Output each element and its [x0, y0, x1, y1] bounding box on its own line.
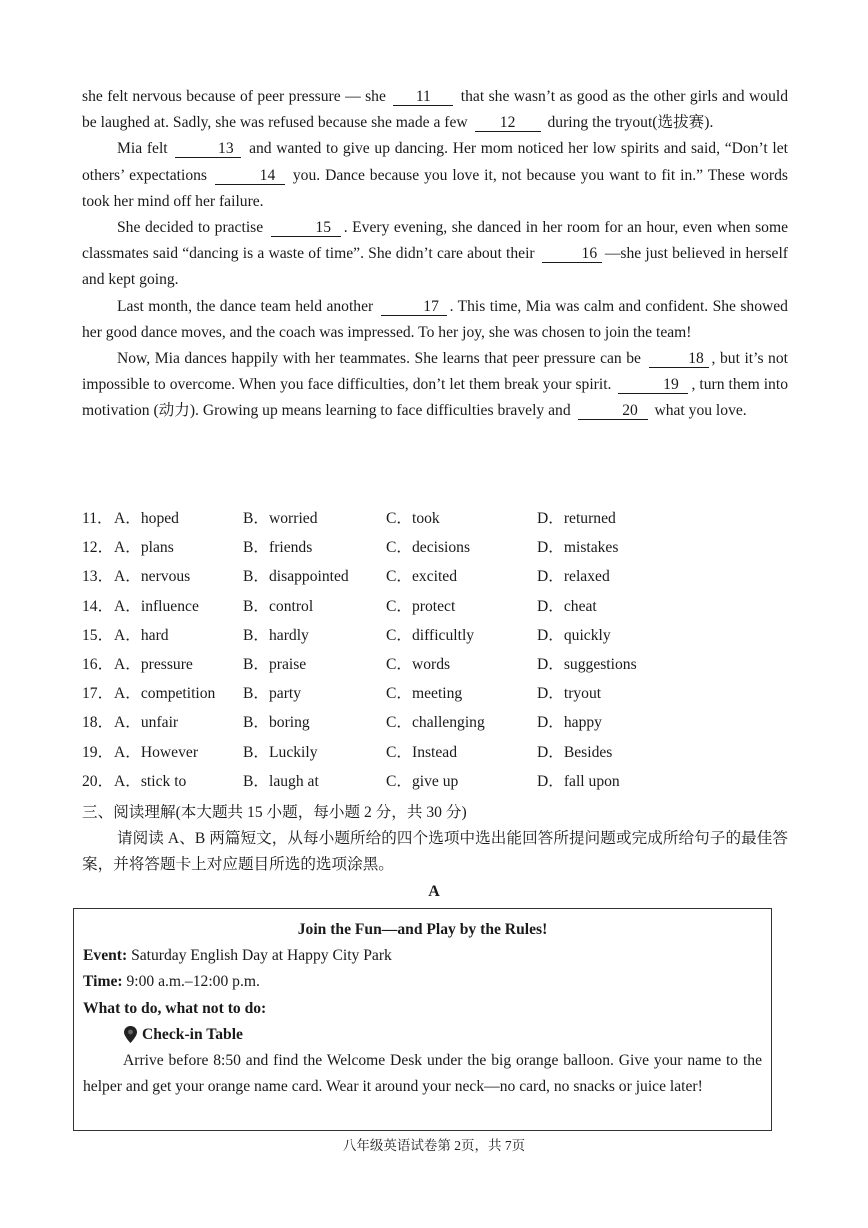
option-c: C．excited: [386, 568, 458, 586]
option-a: A．hard: [114, 626, 169, 644]
text: , but it’s not impossible to overcome. When you face difficulties, don’t let them break your spirit.: [82, 350, 788, 394]
text: what you love.: [654, 402, 747, 420]
option-b: B．praise: [243, 655, 307, 673]
time-value: 9:00 a.m.–12:00 p.m.: [122, 973, 260, 991]
page-footer: 八年级英语试卷第 2页，共 7页: [342, 1138, 526, 1153]
option-row-17: [82, 679, 788, 708]
text: . This time, Mia was calm and confident. She showed her good dance moves, and the coach was impressed. To her joy, she was chosen to join the team!: [82, 297, 788, 341]
passage-paragraph-1: [82, 84, 788, 136]
option-a: A．influence: [114, 597, 199, 615]
option-row-18: [82, 708, 788, 737]
passage-paragraph-4: [82, 294, 788, 346]
option-d: D．relaxed: [537, 568, 610, 586]
text: She decided to practise: [117, 219, 264, 237]
event-line: [74, 943, 771, 969]
option-b: B．laugh at: [243, 772, 319, 790]
option-b: B．friends: [243, 539, 313, 557]
blank-14: 14: [215, 167, 285, 185]
option-a: A．hoped: [114, 510, 179, 527]
text: during the tryout(选拔赛).: [547, 114, 714, 132]
option-a: A．plans: [114, 539, 174, 557]
question-number: 14．: [82, 597, 114, 615]
blank-11: 11: [393, 88, 453, 106]
option-b: B．boring: [243, 714, 310, 732]
option-row-15: [82, 621, 788, 650]
option-b: B．party: [243, 685, 302, 703]
cloze-passage: [82, 84, 788, 425]
event-value: Saturday English Day at Happy City Park: [127, 947, 392, 965]
event-label: Event:: [83, 947, 128, 965]
option-c: C．words: [386, 655, 451, 673]
passage-paragraph-2: [82, 136, 788, 215]
text: and wanted to give up dancing. Her mom noticed her low spirits and said, “Don’t let others’ expectations: [82, 140, 789, 184]
option-c: C．decisions: [386, 539, 471, 557]
question-number: 13．: [82, 568, 114, 586]
todo-label: [74, 996, 771, 1022]
passage-paragraph-5: [82, 346, 788, 425]
section-instruction: 请阅读 A、B 两篇短文，从每小题所给的四个选项中选出能回答所提问题或完成所给句子的最佳答案，并将答题卡上对应题目所选的选项涂黑。: [82, 830, 788, 874]
option-c: C．Instead: [386, 743, 458, 761]
question-number: 17．: [82, 685, 114, 703]
question-number: 16．: [82, 655, 114, 673]
blank-19: 19: [618, 376, 688, 394]
checkin-title: Check-in Table: [142, 1025, 243, 1043]
option-row-13: [82, 562, 788, 591]
option-c: C．took: [386, 510, 440, 527]
text: Last month, the dance team held another: [117, 297, 374, 315]
option-d: D．cheat: [537, 597, 597, 615]
option-row-11: [82, 504, 788, 533]
option-d: D．quickly: [537, 626, 611, 644]
map-pin-icon: [123, 1025, 138, 1044]
todo-label-text: What to do, what not to do:: [83, 999, 267, 1017]
option-row-19: [82, 738, 788, 767]
text: —she just believed in herself and kept going.: [82, 245, 788, 289]
question-number: 20．: [82, 772, 114, 790]
option-c: C．meeting: [386, 685, 463, 703]
option-d: D．Besides: [537, 743, 613, 761]
blank-15: 15: [271, 219, 341, 237]
option-b: B．control: [243, 597, 314, 615]
notice-box: [73, 908, 772, 1131]
option-b: B．Luckily: [243, 743, 318, 761]
blank-12: 12: [475, 114, 541, 132]
option-d: D．suggestions: [537, 655, 637, 673]
blank-20: 20: [578, 402, 648, 420]
time-line: [74, 969, 771, 995]
question-number: 12．: [82, 539, 114, 557]
question-number: 18．: [82, 714, 114, 732]
blank-16: 16: [542, 245, 602, 263]
time-label: Time:: [83, 973, 123, 991]
question-number: 11．: [82, 510, 113, 527]
checkin-text: Arrive before 8:50 and find the Welcome Desk under the big orange balloon. Give your name to the helper and get your orange name card. Wear it around your neck—no card, no snacks or juice later!: [83, 1052, 762, 1096]
text: , turn them into motivation (动力). Growing up means learning to face difficulties bravely and: [82, 376, 788, 420]
option-d: D．mistakes: [537, 539, 619, 557]
checkin-heading: [74, 1022, 771, 1048]
option-row-14: [82, 592, 788, 621]
option-b: B．disappointed: [243, 568, 349, 586]
option-a: A．However: [114, 743, 199, 761]
option-c: C．difficultly: [386, 626, 475, 644]
text: . Every evening, she danced in her room for an hour, even when some classmates said “dancing is a waste of time”. She didn’t care about their: [82, 219, 788, 263]
option-c: C．protect: [386, 597, 456, 615]
option-d: D．happy: [537, 714, 602, 732]
text: that she wasn’t as good as the other girls and would be laughed at. Sadly, she was refused because she made a few: [82, 88, 788, 132]
section-title: 三、阅读理解(本大题共 15 小题，每小题 2 分，共 30 分): [82, 804, 467, 821]
option-d: D．fall upon: [537, 772, 620, 790]
option-row-20: [82, 767, 788, 796]
blank-17: 17: [381, 298, 447, 316]
passage-paragraph-3: [82, 215, 788, 294]
question-number: 19．: [82, 743, 114, 761]
option-a: A．stick to: [114, 772, 187, 790]
option-row-16: [82, 650, 788, 679]
notice-title: Join the Fun—and Play by the Rules!: [297, 921, 548, 938]
option-b: B．worried: [243, 510, 318, 527]
option-row-12: [82, 533, 788, 562]
option-a: A．competition: [114, 685, 216, 703]
question-number: 15．: [82, 626, 114, 644]
answer-options: [82, 504, 788, 796]
blank-13: 13: [175, 140, 241, 158]
passage-letter: A: [428, 883, 440, 900]
option-a: A．unfair: [114, 714, 179, 732]
option-c: C．give up: [386, 772, 459, 790]
option-d: D．tryout: [537, 685, 602, 703]
text: Mia felt: [117, 140, 168, 158]
text: she felt nervous because of peer pressure — she: [82, 88, 386, 105]
blank-18: 18: [649, 350, 709, 368]
text: Now, Mia dances happily with her teammates. She learns that peer pressure can be: [117, 350, 641, 368]
option-a: A．pressure: [114, 655, 193, 673]
option-c: C．challenging: [386, 714, 485, 732]
option-b: B．hardly: [243, 626, 309, 644]
option-d: D．returned: [537, 510, 616, 527]
option-a: A．nervous: [114, 568, 191, 586]
text: you. Dance because you love it, not because you want to fit in.” These words took her mind off her failure.: [82, 166, 788, 210]
